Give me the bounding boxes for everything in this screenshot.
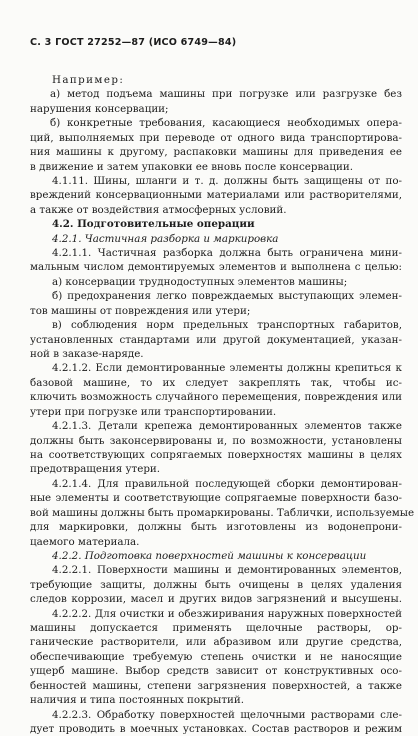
text-line: 4.2.1.1. Частичная разборка должна быть ограничена мини- xyxy=(52,247,402,260)
text-line: наличия и типа постоянных покрытий. xyxy=(30,694,245,707)
text-line: тов машины от повреждения или утери; xyxy=(30,304,251,317)
text-line: вреждений консервационными материалами или растворителями, xyxy=(30,189,402,202)
text-line: для маркировки, должны быть изготовлены из водонепрони- xyxy=(30,521,402,534)
text-line: бенностей машины, степени загрязнения поверхностей, а также xyxy=(30,679,402,692)
text-line: мальным числом демонтируемых элементов и выполнена с целью: xyxy=(30,261,402,274)
text-line: 4.2.2.2. Для очистки и обезжиривания наружных поверхностей xyxy=(52,607,402,620)
page-number: С. 3 xyxy=(30,37,52,48)
text-line: Например: xyxy=(52,74,125,86)
body-text xyxy=(30,73,415,736)
text-line: ключить возможность случайного перемещения, повреждения или xyxy=(30,391,402,404)
text-line: 4.2. Подготовительные операции xyxy=(52,218,255,231)
text-line: должны быть законсервированы и, по возможности, установлены xyxy=(30,434,402,447)
text-line: ные элементы и соответствующие сопрягаемые поверхности базо- xyxy=(30,492,402,505)
text-line: а) консервации труднодоступных элементов машины; xyxy=(52,275,348,288)
page-header xyxy=(30,37,236,48)
text-line: утери при погрузке или транспортировании. xyxy=(30,405,277,418)
text-line: а) метод подъема машины при погрузке или разгрузке без xyxy=(50,88,402,101)
text-line: базовой машине, то их следует закреплять так, чтобы ис- xyxy=(30,376,402,389)
text-line: ния машины к другому, распаковки машины для приведения ее xyxy=(30,146,402,159)
text-line: а также от воздействия атмосферных условий. xyxy=(30,203,287,216)
text-line: б) конкретные требования, касающиеся необходимых опера- xyxy=(50,117,402,130)
text-line: вой машины должны быть промаркированы. Таблички, используемые xyxy=(30,506,415,519)
text-line: ной в заказе-наряде. xyxy=(30,348,144,361)
text-line: цаемого материала. xyxy=(30,535,140,548)
standard-number: ГОСТ 27252—87 xyxy=(55,37,146,48)
text-line: нарушения консервации; xyxy=(30,102,169,115)
text-line: 4.2.1. Частичная разборка и маркировка xyxy=(52,232,279,245)
text-line: установленных стандартами или другой документацией, указан- xyxy=(30,333,402,346)
iso-reference: (ИСО 6749—84) xyxy=(148,37,237,48)
text-line: б) предохранения легко повреждаемых выступающих элемен- xyxy=(52,290,402,303)
text-line: 4.2.1.4. Для правильной последующей сборки демонтирован- xyxy=(52,477,402,490)
text-line: 4.2.1.3. Детали крепежа демонтированных элементов также xyxy=(52,420,402,433)
text-line: 4.2.2.1. Поверхности машины и демонтированных элементов, xyxy=(52,564,402,577)
text-line: в движение и затем упаковки ее вновь после консервации. xyxy=(30,160,353,173)
text-line: предотвращения утери. xyxy=(30,463,161,476)
text-line: 4.2.1.2. Если демонтированные элементы должны крепиться к xyxy=(52,362,402,375)
text-line: обеспечивающие требуемую степень очистки и не наносящие xyxy=(30,650,402,663)
text-line: ущерб машине. Выбор средств зависит от конструктивных осо- xyxy=(30,665,402,678)
text-line: 4.2.2. Подготовка поверхностей машины к консервации xyxy=(52,549,367,562)
text-line: в) соблюдения норм предельных транспортных габаритов, xyxy=(52,319,402,332)
text-line: дует проводить в моечных установках. Состав растворов и режим xyxy=(30,722,402,735)
text-line: на соответствующих сопрягаемых поверхностях машины в целях xyxy=(30,448,402,461)
text-line: 4.1.11. Шины, шланги и т. д. должны быть защищены от по- xyxy=(52,174,402,187)
text-line: 4.2.2.3. Обработку поверхностей щелочными растворами сле- xyxy=(52,708,402,721)
text-line: машины допускается применять щелочные растворы, ор- xyxy=(30,622,402,635)
text-line: ций, выполняемых при переводе от одного вида транспортирова- xyxy=(30,131,402,144)
text-line: следов коррозии, масел и других видов загрязнений и высушены. xyxy=(30,593,402,606)
text-line: требующие защиты, должны быть очищены в целях удаления xyxy=(30,578,402,591)
text-line: ганические растворители, или абразивом или другие средства, xyxy=(30,636,402,649)
